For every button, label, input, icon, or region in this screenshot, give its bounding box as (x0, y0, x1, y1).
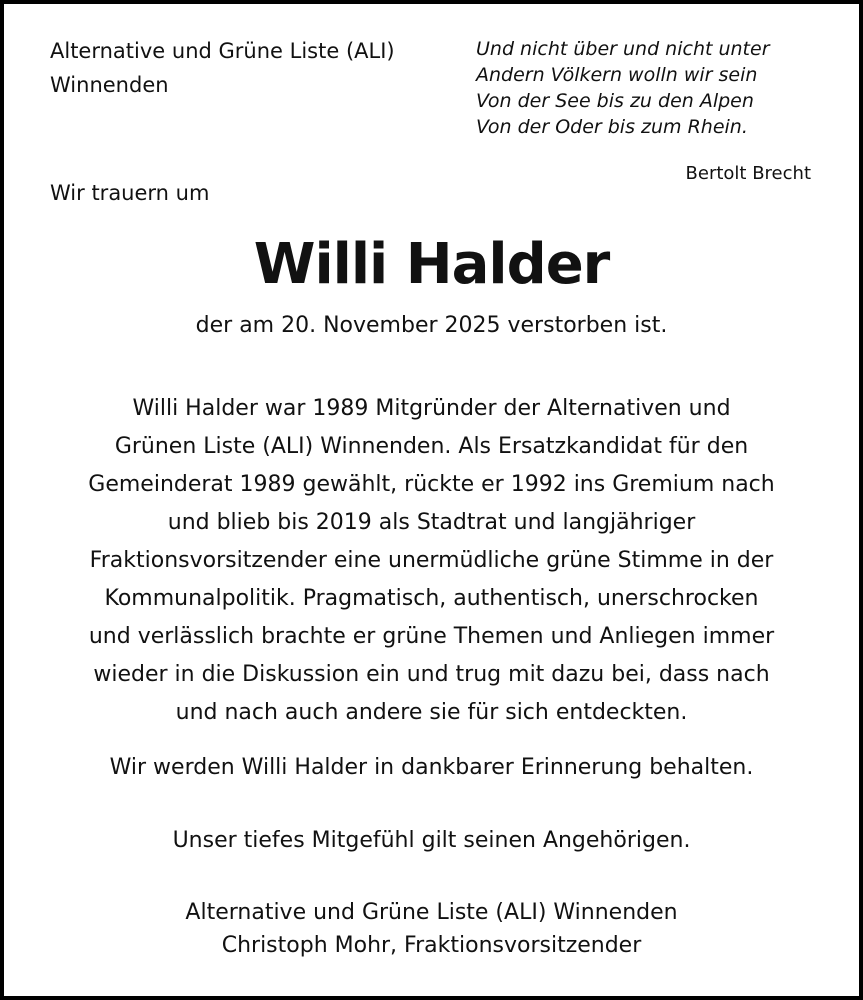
deceased-name: Willi Halder (253, 232, 610, 297)
tribute-line: Willi Halder war 1989 Mitgründer der Alternativen und (132, 396, 731, 421)
tribute-line: Kommunalpolitik. Pragmatisch, authentisch, unerschrocken (104, 586, 759, 611)
tribute-line: und blieb bis 2019 als Stadtrat und langjähriger (167, 510, 696, 535)
tribute-line: wieder in die Diskussion ein und trug mit dazu bei, dass nach (93, 662, 770, 687)
tribute-line: Fraktionsvorsitzender eine unermüdliche grüne Stimme in der (89, 548, 774, 573)
tribute-line: und verlässlich brachte er grüne Themen und Anliegen immer (88, 624, 775, 649)
quote-line: Und nicht über und nicht unter (476, 38, 770, 60)
quote-author: Bertolt Brecht (685, 163, 811, 184)
organization-header (50, 34, 395, 102)
signature (0, 896, 863, 962)
quote-line: Andern Völkern wolln wir sein (476, 64, 758, 86)
tribute-line: und nach auch andere sie für sich entdeckten. (175, 700, 688, 725)
quote-line: Von der Oder bis zum Rhein. (476, 116, 748, 138)
quote-line: Von der See bis zu den Alpen (476, 90, 754, 112)
tribute-paragraph (0, 390, 863, 732)
tribute-line: Grünen Liste (ALI) Winnenden. Als Ersatzkandidat für den (114, 434, 749, 459)
tribute-line: Gemeinderat 1989 gewählt, rückte er 1992 ins Gremium nach (88, 472, 775, 497)
remembrance-text: Wir werden Willi Halder in dankbarer Erinnerung behalten. (109, 755, 754, 780)
death-date-line: der am 20. November 2025 verstorben ist. (195, 313, 668, 338)
organization-city: Winnenden (50, 73, 169, 97)
signature-organization: Alternative und Grüne Liste (ALI) Winnenden (185, 900, 678, 925)
quote (476, 36, 770, 140)
intro-text: Wir trauern um (50, 181, 210, 205)
organization-name: Alternative und Grüne Liste (ALI) (50, 39, 395, 63)
signature-person: Christoph Mohr, Fraktionsvorsitzender (221, 933, 642, 958)
sympathy-text: Unser tiefes Mitgefühl gilt seinen Angehörigen. (172, 828, 691, 853)
